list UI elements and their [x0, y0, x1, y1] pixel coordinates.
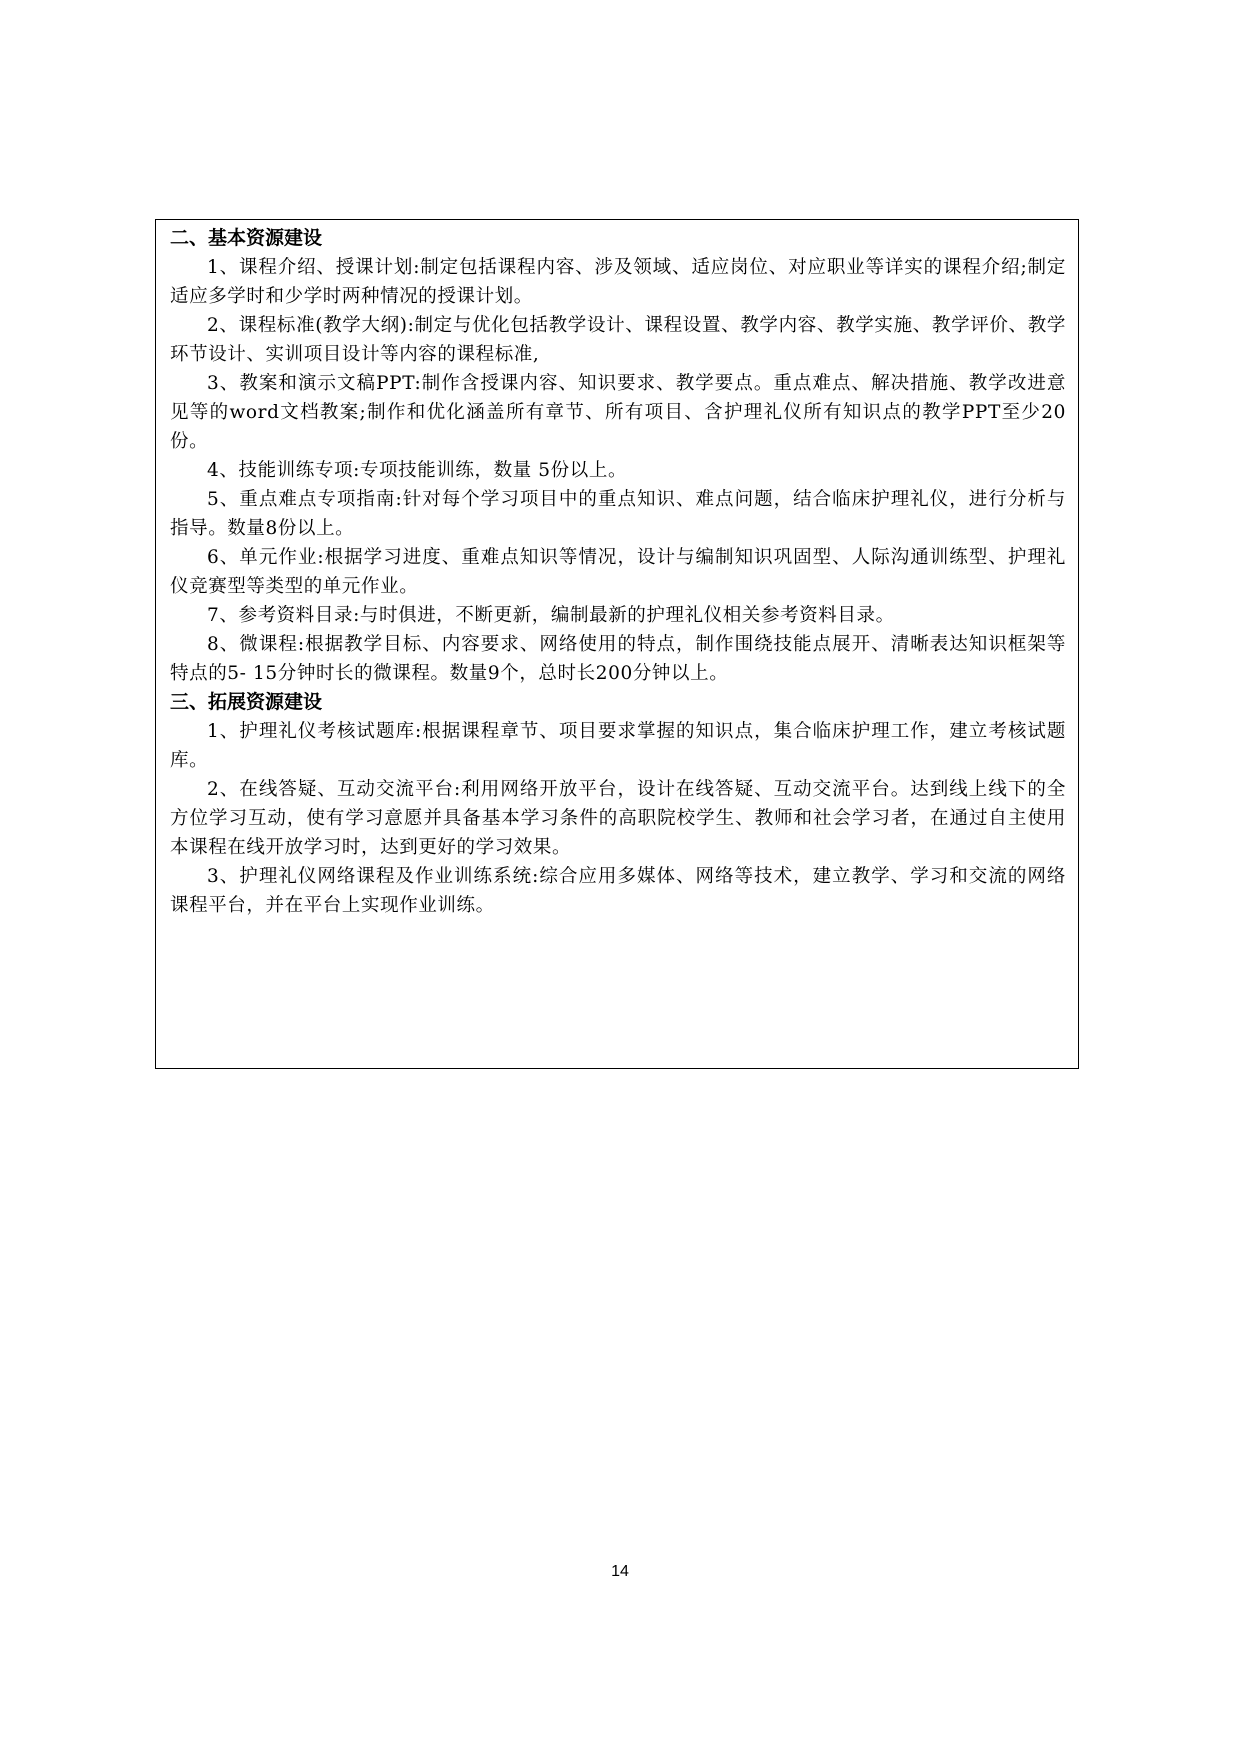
page-number: 14: [611, 1563, 629, 1580]
section-extended-resources: [170, 688, 1066, 920]
paragraph: 1、课程介绍、授课计划:制定包括课程内容、涉及领域、适应岗位、对应职业等详实的课程介绍;制定适应多学时和少学时两种情况的授课计划。: [170, 257, 1066, 307]
paragraph: 7、参考资料目录:与时俱进，不断更新，编制最新的护理礼仪相关参考资料目录。: [207, 605, 895, 626]
paragraph: 5、重点难点专项指南:针对每个学习项目中的重点知识、难点问题，结合临床护理礼仪，进行分析与指导。数量8份以上。: [170, 489, 1066, 539]
paragraph: 8、微课程:根据教学目标、内容要求、网络使用的特点，制作围绕技能点展开、清晰表达知识框架等特点的5- 15分钟时长的微课程。数量9个，总时长200分钟以上。: [170, 634, 1066, 684]
section-heading: 三、拓展资源建设: [170, 691, 323, 713]
content-table-cell: [155, 219, 1079, 1069]
paragraph: 4、技能训练专项:专项技能训练，数量 5份以上。: [207, 460, 628, 481]
section-basic-resources: [170, 224, 1066, 688]
paragraph: 3、护理礼仪网络课程及作业训练系统:综合应用多媒体、网络等技术，建立教学、学习和交流的网络课程平台，并在平台上实现作业训练。: [170, 866, 1066, 916]
paragraph: 1、护理礼仪考核试题库:根据课程章节、项目要求掌握的知识点，集合临床护理工作，建立考核试题库。: [170, 721, 1066, 771]
section-heading: 二、基本资源建设: [170, 227, 323, 249]
paragraph: 2、在线答疑、互动交流平台:利用网络开放平台，设计在线答疑、互动交流平台。达到线上线下的全方位学习互动，使有学习意愿并具备基本学习条件的高职院校学生、教师和社会学习者，在通过自主使用本课程在线开放学习时，达到更好的学习效果。: [170, 779, 1066, 858]
paragraph: 3、教案和演示文稿PPT:制作含授课内容、知识要求、教学要点。重点难点、解决措施、教学改进意见等的word文档教案;制作和优化涵盖所有章节、所有项目、含护理礼仪所有知识点的教学PPT至少20份。: [170, 373, 1066, 452]
paragraph: 2、课程标准(教学大纲):制定与优化包括教学设计、课程设置、教学内容、教学实施、教学评价、教学环节设计、实训项目设计等内容的课程标准,: [170, 315, 1066, 365]
paragraph: 6、单元作业:根据学习进度、重难点知识等情况，设计与编制知识巩固型、人际沟通训练型、护理礼仪竞赛型等类型的单元作业。: [170, 547, 1066, 597]
